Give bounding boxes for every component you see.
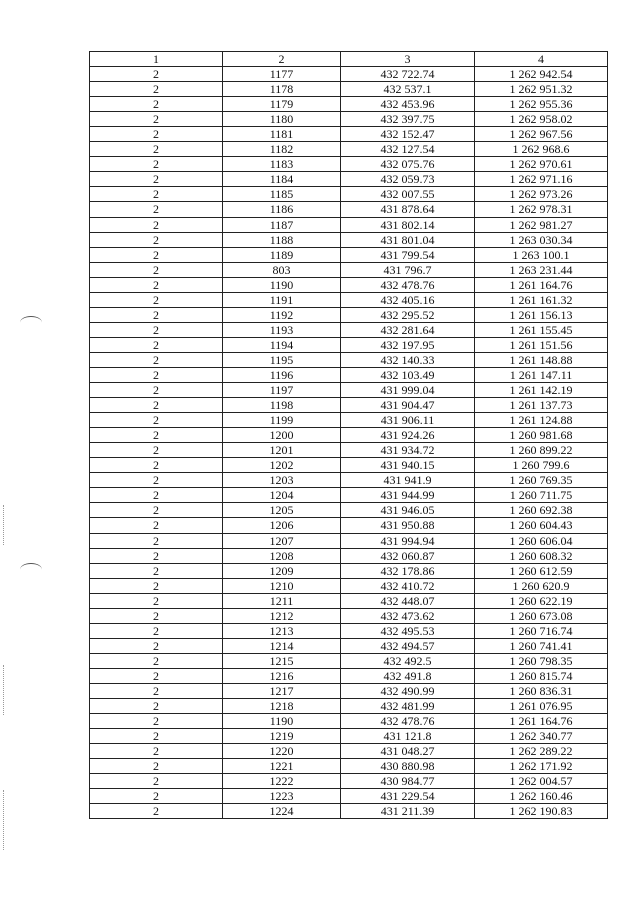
cell-col-2: 1192 — [223, 307, 341, 322]
cell-col-2: 1190 — [223, 714, 341, 729]
cell-col-2: 1221 — [223, 759, 341, 774]
table-row — [90, 367, 608, 382]
table-row — [90, 262, 608, 277]
cell-col-4: 1 260 692.38 — [475, 503, 608, 518]
table-row — [90, 337, 608, 352]
cell-col-3: 431 994.94 — [341, 533, 475, 548]
table-row — [90, 804, 608, 819]
cell-col-3: 432 103.49 — [341, 367, 475, 382]
table-row — [90, 533, 608, 548]
cell-col-2: 1222 — [223, 774, 341, 789]
cell-col-4: 1 262 968.6 — [475, 142, 608, 157]
table-row — [90, 458, 608, 473]
cell-col-4: 1 262 004.57 — [475, 774, 608, 789]
cell-col-4: 1 261 137.73 — [475, 398, 608, 413]
cell-col-4: 1 262 958.02 — [475, 112, 608, 127]
cell-col-4: 1 261 164.76 — [475, 277, 608, 292]
cell-col-4: 1 260 606.04 — [475, 533, 608, 548]
table-row — [90, 714, 608, 729]
cell-col-2: 1219 — [223, 729, 341, 744]
cell-col-3: 431 924.26 — [341, 428, 475, 443]
table-row — [90, 322, 608, 337]
table-row — [90, 112, 608, 127]
table-row — [90, 187, 608, 202]
cell-col-1: 2 — [90, 398, 223, 413]
cell-col-3: 432 405.16 — [341, 292, 475, 307]
cell-col-4: 1 260 711.75 — [475, 488, 608, 503]
table-row — [90, 398, 608, 413]
cell-col-3: 432 495.53 — [341, 623, 475, 638]
cell-col-1: 2 — [90, 638, 223, 653]
table-row — [90, 774, 608, 789]
cell-col-2: 1190 — [223, 277, 341, 292]
cell-col-2: 1223 — [223, 789, 341, 804]
cell-col-2: 1206 — [223, 518, 341, 533]
cell-col-1: 2 — [90, 262, 223, 277]
cell-col-2: 1218 — [223, 699, 341, 714]
cell-col-2: 1193 — [223, 322, 341, 337]
cell-col-2: 1180 — [223, 112, 341, 127]
cell-col-1: 2 — [90, 668, 223, 683]
cell-col-3: 432 492.5 — [341, 653, 475, 668]
table-row — [90, 127, 608, 142]
cell-col-3: 431 906.11 — [341, 413, 475, 428]
cell-col-3: 432 448.07 — [341, 593, 475, 608]
cell-col-4: 1 262 190.83 — [475, 804, 608, 819]
cell-col-3: 432 478.76 — [341, 714, 475, 729]
table-row — [90, 729, 608, 744]
cell-col-1: 2 — [90, 623, 223, 638]
cell-col-1: 2 — [90, 383, 223, 398]
table-row — [90, 518, 608, 533]
cell-col-4: 1 262 289.22 — [475, 744, 608, 759]
cell-col-2: 1220 — [223, 744, 341, 759]
cell-col-3: 432 490.99 — [341, 683, 475, 698]
table-row — [90, 232, 608, 247]
cell-col-1: 2 — [90, 413, 223, 428]
cell-col-1: 2 — [90, 127, 223, 142]
cell-col-1: 2 — [90, 232, 223, 247]
cell-col-1: 2 — [90, 172, 223, 187]
table-row — [90, 307, 608, 322]
cell-col-2: 1213 — [223, 623, 341, 638]
table-row — [90, 97, 608, 112]
cell-col-3: 432 127.54 — [341, 142, 475, 157]
table-row — [90, 638, 608, 653]
cell-col-4: 1 261 142.19 — [475, 383, 608, 398]
cell-col-2: 1185 — [223, 187, 341, 202]
table-row — [90, 247, 608, 262]
table-row — [90, 142, 608, 157]
cell-col-4: 1 260 899.22 — [475, 443, 608, 458]
cell-col-1: 2 — [90, 563, 223, 578]
cell-col-3: 431 940.15 — [341, 458, 475, 473]
cell-col-2: 1224 — [223, 804, 341, 819]
cell-col-1: 2 — [90, 593, 223, 608]
cell-col-4: 1 262 942.54 — [475, 67, 608, 82]
cell-col-1: 2 — [90, 157, 223, 172]
cell-col-2: 1195 — [223, 352, 341, 367]
cell-col-2: 1200 — [223, 428, 341, 443]
cell-col-2: 1197 — [223, 383, 341, 398]
cell-col-4: 1 263 100.1 — [475, 247, 608, 262]
cell-col-1: 2 — [90, 683, 223, 698]
cell-col-3: 432 295.52 — [341, 307, 475, 322]
cell-col-3: 431 941.9 — [341, 473, 475, 488]
table-row — [90, 202, 608, 217]
cell-col-3: 432 397.75 — [341, 112, 475, 127]
table-row — [90, 473, 608, 488]
cell-col-4: 1 260 798.35 — [475, 653, 608, 668]
cell-col-3: 432 059.73 — [341, 172, 475, 187]
cell-col-4: 1 260 799.6 — [475, 458, 608, 473]
cell-col-4: 1 260 769.35 — [475, 473, 608, 488]
table-row — [90, 699, 608, 714]
cell-col-3: 431 934.72 — [341, 443, 475, 458]
cell-col-1: 2 — [90, 744, 223, 759]
cell-col-4: 1 263 030.34 — [475, 232, 608, 247]
cell-col-4: 1 262 160.46 — [475, 789, 608, 804]
table-row — [90, 277, 608, 292]
cell-col-2: 1201 — [223, 443, 341, 458]
coordinates-table — [89, 51, 608, 819]
cell-col-2: 1188 — [223, 232, 341, 247]
cell-col-1: 2 — [90, 653, 223, 668]
cell-col-3: 432 453.96 — [341, 97, 475, 112]
cell-col-4: 1 260 622.19 — [475, 593, 608, 608]
scan-edge-artifact — [3, 790, 6, 850]
cell-col-3: 431 950.88 — [341, 518, 475, 533]
table-row — [90, 789, 608, 804]
cell-col-1: 2 — [90, 292, 223, 307]
cell-col-2: 1182 — [223, 142, 341, 157]
cell-col-2: 1198 — [223, 398, 341, 413]
table-row — [90, 593, 608, 608]
cell-col-1: 2 — [90, 759, 223, 774]
cell-col-4: 1 262 955.36 — [475, 97, 608, 112]
table-row — [90, 548, 608, 563]
cell-col-2: 1183 — [223, 157, 341, 172]
cell-col-1: 2 — [90, 729, 223, 744]
cell-col-4: 1 260 608.32 — [475, 548, 608, 563]
cell-col-1: 2 — [90, 217, 223, 232]
cell-col-2: 1212 — [223, 608, 341, 623]
column-header-1: 1 — [90, 52, 223, 67]
cell-col-3: 432 537.1 — [341, 82, 475, 97]
cell-col-1: 2 — [90, 67, 223, 82]
cell-col-3: 431 904.47 — [341, 398, 475, 413]
cell-col-1: 2 — [90, 307, 223, 322]
cell-col-2: 1205 — [223, 503, 341, 518]
table-body — [90, 67, 608, 819]
cell-col-1: 2 — [90, 789, 223, 804]
cell-col-3: 432 197.95 — [341, 337, 475, 352]
cell-col-4: 1 261 164.76 — [475, 714, 608, 729]
cell-col-2: 1199 — [223, 413, 341, 428]
cell-col-2: 1216 — [223, 668, 341, 683]
table-row — [90, 744, 608, 759]
cell-col-3: 431 802.14 — [341, 217, 475, 232]
cell-col-3: 431 048.27 — [341, 744, 475, 759]
cell-col-3: 432 060.87 — [341, 548, 475, 563]
cell-col-3: 431 878.64 — [341, 202, 475, 217]
table-row — [90, 683, 608, 698]
cell-col-1: 2 — [90, 82, 223, 97]
cell-col-3: 432 410.72 — [341, 578, 475, 593]
table-row — [90, 563, 608, 578]
cell-col-1: 2 — [90, 202, 223, 217]
cell-col-4: 1 260 741.41 — [475, 638, 608, 653]
cell-col-2: 1184 — [223, 172, 341, 187]
cell-col-3: 430 984.77 — [341, 774, 475, 789]
table-row — [90, 578, 608, 593]
table-row — [90, 217, 608, 232]
table-row — [90, 623, 608, 638]
cell-col-2: 1208 — [223, 548, 341, 563]
table-row — [90, 172, 608, 187]
cell-col-3: 432 478.76 — [341, 277, 475, 292]
cell-col-3: 431 946.05 — [341, 503, 475, 518]
cell-col-2: 1204 — [223, 488, 341, 503]
cell-col-4: 1 260 836.31 — [475, 683, 608, 698]
cell-col-1: 2 — [90, 443, 223, 458]
cell-col-3: 432 281.64 — [341, 322, 475, 337]
cell-col-1: 2 — [90, 337, 223, 352]
cell-col-4: 1 262 340.77 — [475, 729, 608, 744]
cell-col-3: 431 799.54 — [341, 247, 475, 262]
cell-col-1: 2 — [90, 488, 223, 503]
cell-col-4: 1 261 151.56 — [475, 337, 608, 352]
table-row — [90, 668, 608, 683]
binder-hole-mark — [20, 563, 42, 576]
cell-col-1: 2 — [90, 187, 223, 202]
cell-col-2: 1209 — [223, 563, 341, 578]
binder-hole-mark — [20, 316, 42, 329]
cell-col-4: 1 261 161.32 — [475, 292, 608, 307]
cell-col-4: 1 261 124.88 — [475, 413, 608, 428]
table-row — [90, 759, 608, 774]
table-row — [90, 488, 608, 503]
cell-col-2: 1202 — [223, 458, 341, 473]
cell-col-4: 1 263 231.44 — [475, 262, 608, 277]
table-row — [90, 428, 608, 443]
scan-edge-artifact — [3, 665, 6, 715]
cell-col-1: 2 — [90, 247, 223, 262]
cell-col-4: 1 262 951.32 — [475, 82, 608, 97]
cell-col-2: 1177 — [223, 67, 341, 82]
table-row — [90, 292, 608, 307]
cell-col-1: 2 — [90, 428, 223, 443]
cell-col-1: 2 — [90, 322, 223, 337]
cell-col-1: 2 — [90, 277, 223, 292]
cell-col-4: 1 260 815.74 — [475, 668, 608, 683]
cell-col-4: 1 262 973.26 — [475, 187, 608, 202]
cell-col-3: 431 999.04 — [341, 383, 475, 398]
cell-col-2: 1214 — [223, 638, 341, 653]
cell-col-1: 2 — [90, 503, 223, 518]
table-row — [90, 82, 608, 97]
cell-col-4: 1 260 981.68 — [475, 428, 608, 443]
cell-col-3: 432 473.62 — [341, 608, 475, 623]
cell-col-3: 432 178.86 — [341, 563, 475, 578]
cell-col-4: 1 260 612.59 — [475, 563, 608, 578]
cell-col-3: 432 481.99 — [341, 699, 475, 714]
cell-col-4: 1 260 673.08 — [475, 608, 608, 623]
cell-col-2: 1207 — [223, 533, 341, 548]
cell-col-1: 2 — [90, 473, 223, 488]
table-row — [90, 443, 608, 458]
cell-col-2: 1178 — [223, 82, 341, 97]
cell-col-2: 1179 — [223, 97, 341, 112]
cell-col-3: 432 491.8 — [341, 668, 475, 683]
table-header-row — [90, 52, 608, 67]
cell-col-4: 1 262 971.16 — [475, 172, 608, 187]
cell-col-2: 803 — [223, 262, 341, 277]
cell-col-3: 431 801.04 — [341, 232, 475, 247]
cell-col-3: 432 007.55 — [341, 187, 475, 202]
cell-col-2: 1215 — [223, 653, 341, 668]
cell-col-3: 432 075.76 — [341, 157, 475, 172]
cell-col-3: 431 121.8 — [341, 729, 475, 744]
cell-col-4: 1 261 156.13 — [475, 307, 608, 322]
table-row — [90, 653, 608, 668]
cell-col-4: 1 260 604.43 — [475, 518, 608, 533]
cell-col-4: 1 262 970.61 — [475, 157, 608, 172]
cell-col-3: 430 880.98 — [341, 759, 475, 774]
cell-col-1: 2 — [90, 608, 223, 623]
cell-col-3: 432 722.74 — [341, 67, 475, 82]
cell-col-3: 432 494.57 — [341, 638, 475, 653]
table-row — [90, 67, 608, 82]
column-header-3: 3 — [341, 52, 475, 67]
cell-col-2: 1194 — [223, 337, 341, 352]
cell-col-3: 432 152.47 — [341, 127, 475, 142]
column-header-2: 2 — [223, 52, 341, 67]
cell-col-1: 2 — [90, 352, 223, 367]
cell-col-1: 2 — [90, 142, 223, 157]
cell-col-2: 1210 — [223, 578, 341, 593]
cell-col-4: 1 261 147.11 — [475, 367, 608, 382]
cell-col-4: 1 262 978.31 — [475, 202, 608, 217]
cell-col-1: 2 — [90, 714, 223, 729]
column-header-4: 4 — [475, 52, 608, 67]
cell-col-1: 2 — [90, 458, 223, 473]
cell-col-4: 1 260 716.74 — [475, 623, 608, 638]
cell-col-3: 431 229.54 — [341, 789, 475, 804]
cell-col-4: 1 262 967.56 — [475, 127, 608, 142]
table-row — [90, 413, 608, 428]
cell-col-4: 1 261 155.45 — [475, 322, 608, 337]
cell-col-1: 2 — [90, 533, 223, 548]
cell-col-4: 1 261 076.95 — [475, 699, 608, 714]
cell-col-1: 2 — [90, 518, 223, 533]
cell-col-2: 1217 — [223, 683, 341, 698]
cell-col-2: 1191 — [223, 292, 341, 307]
cell-col-2: 1187 — [223, 217, 341, 232]
table-row — [90, 608, 608, 623]
cell-col-2: 1196 — [223, 367, 341, 382]
cell-col-1: 2 — [90, 774, 223, 789]
cell-col-4: 1 262 981.27 — [475, 217, 608, 232]
cell-col-2: 1181 — [223, 127, 341, 142]
cell-col-1: 2 — [90, 112, 223, 127]
cell-col-1: 2 — [90, 97, 223, 112]
cell-col-2: 1189 — [223, 247, 341, 262]
cell-col-4: 1 260 620.9 — [475, 578, 608, 593]
cell-col-1: 2 — [90, 804, 223, 819]
cell-col-2: 1211 — [223, 593, 341, 608]
cell-col-4: 1 261 148.88 — [475, 352, 608, 367]
cell-col-1: 2 — [90, 548, 223, 563]
cell-col-4: 1 262 171.92 — [475, 759, 608, 774]
cell-col-3: 431 796.7 — [341, 262, 475, 277]
table-row — [90, 352, 608, 367]
scan-edge-artifact — [3, 505, 6, 545]
cell-col-1: 2 — [90, 699, 223, 714]
cell-col-2: 1186 — [223, 202, 341, 217]
table-row — [90, 383, 608, 398]
table-row — [90, 157, 608, 172]
cell-col-1: 2 — [90, 578, 223, 593]
cell-col-3: 431 944.99 — [341, 488, 475, 503]
cell-col-2: 1203 — [223, 473, 341, 488]
cell-col-3: 432 140.33 — [341, 352, 475, 367]
cell-col-3: 431 211.39 — [341, 804, 475, 819]
table-row — [90, 503, 608, 518]
cell-col-1: 2 — [90, 367, 223, 382]
